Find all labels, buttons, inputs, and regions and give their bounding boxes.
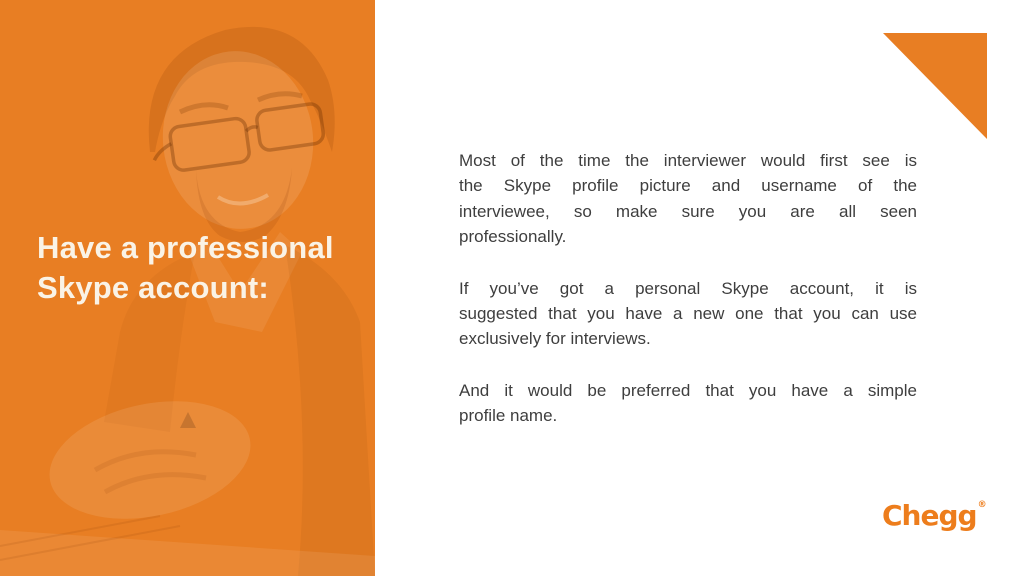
body-text [459, 148, 917, 429]
page-title-line-2: Skype account: [37, 270, 269, 305]
corner-accent-triangle [883, 33, 987, 139]
body-paragraph-1 [459, 148, 917, 250]
text-line: professionally. [459, 227, 567, 247]
text-line: interviewee, so make sure you are all seen [459, 201, 917, 221]
page-title-line-1: Have a professional [37, 230, 334, 265]
text-line: exclusively for interviews. [459, 329, 651, 349]
text-line: And it would be preferred that you have a simple [459, 380, 917, 400]
chegg-logo-text: Chegg [882, 499, 977, 532]
text-line: profile name. [459, 406, 558, 426]
left-panel [0, 0, 375, 576]
text-line: If you’ve got a personal Skype account, it is [459, 278, 917, 298]
registered-mark-icon: ® [977, 500, 987, 510]
body-paragraph-3 [459, 378, 917, 429]
text-line: the Skype profile picture and username of the [459, 176, 917, 196]
body-paragraph-2 [459, 276, 917, 352]
text-line: suggested that you have a new one that you can use [459, 304, 917, 324]
chegg-logo [882, 499, 986, 532]
page-title [37, 228, 357, 308]
text-line: Most of the time the interviewer would first see is [459, 151, 917, 170]
